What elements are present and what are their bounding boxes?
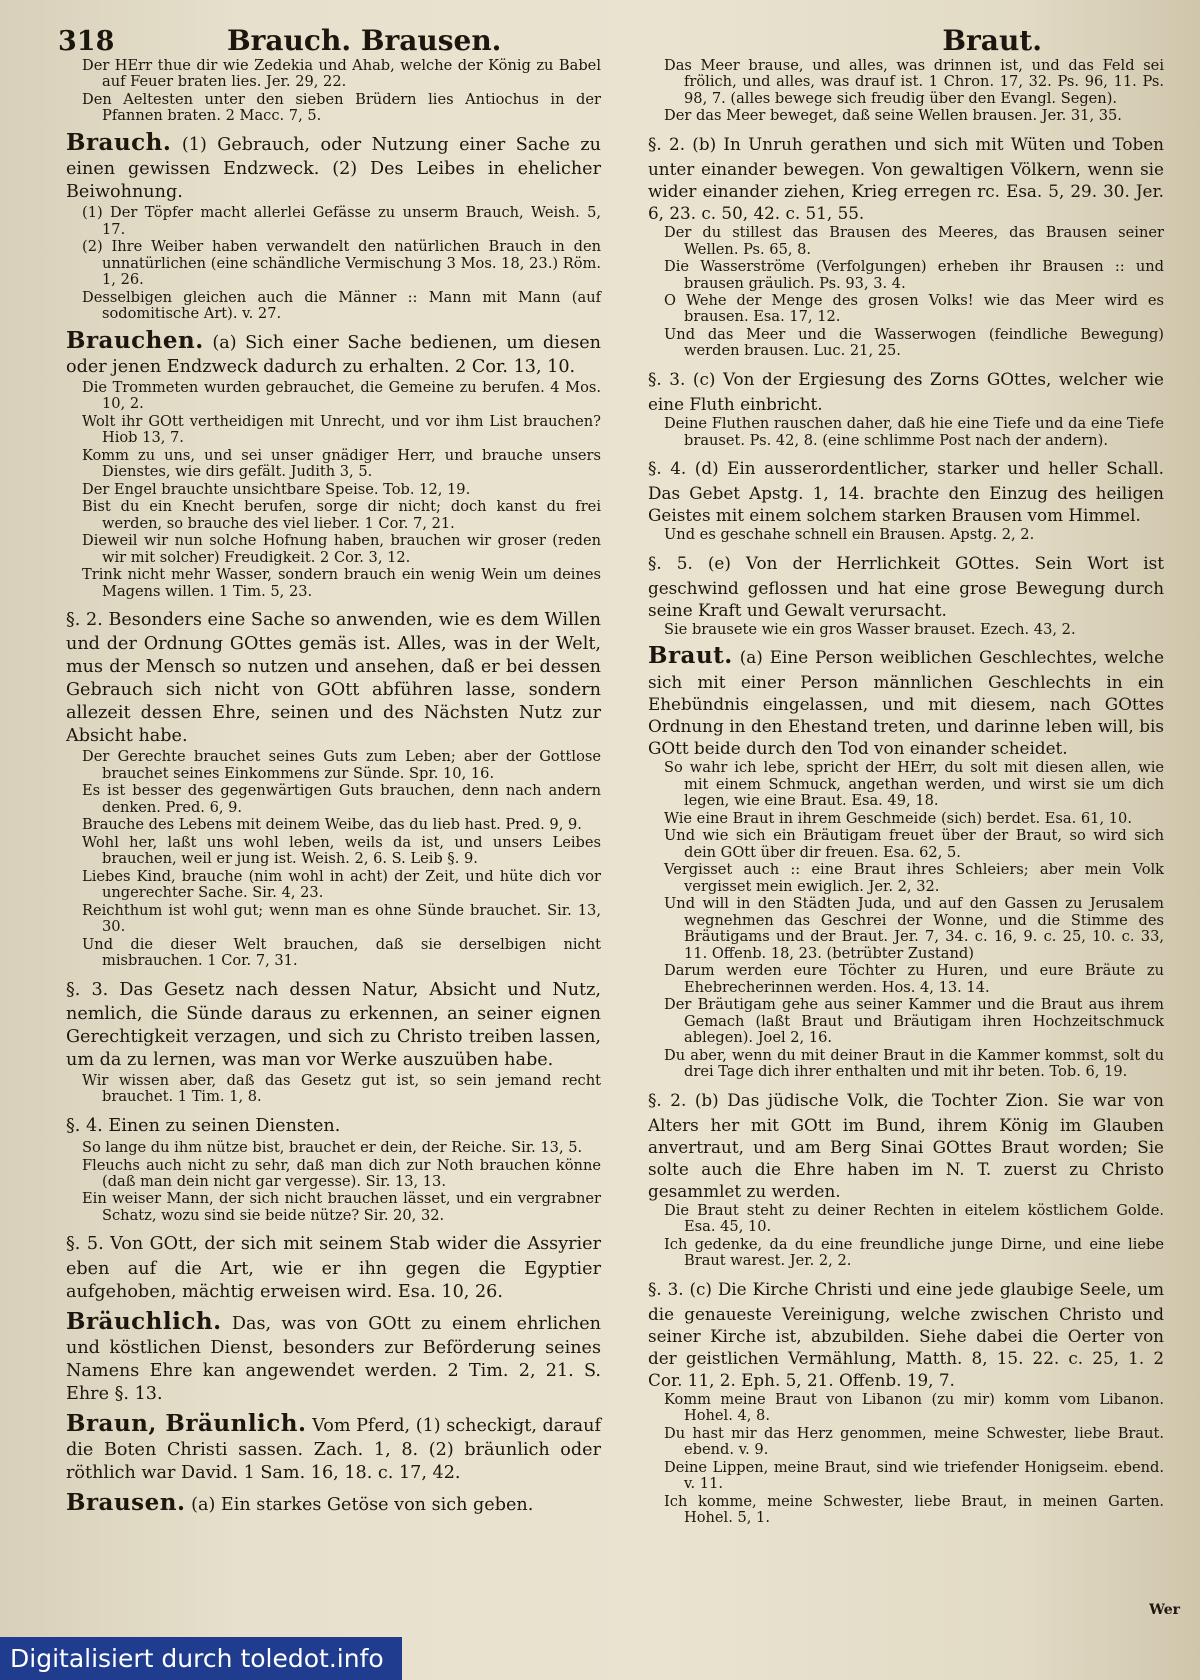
bible-citation: Wir wissen aber, daß das Gesetz gut ist, so sein jemand recht brauchet. 1 Tim. 1, 8. bbox=[82, 1071, 601, 1106]
bible-citation: So wahr ich lebe, spricht der HErr, du solt mit diesen allen, wie mit einem Schmuck, angethan werden, und wirst sie um dich legen, wie eine Braut. Esa. 49, 18. bbox=[664, 759, 1164, 810]
bible-citation: Bist du ein Knecht berufen, sorge dir nicht; doch kanst du frei werden, so brauche des viel lieber. 1 Cor. 7, 21. bbox=[82, 498, 601, 532]
bible-citation: Ich komme, meine Schwester, liebe Braut, in meinen Garten. Hohel. 5, 1. bbox=[664, 1492, 1164, 1527]
digitization-banner[interactable] bbox=[0, 1637, 402, 1680]
bible-citation: Wie eine Braut in ihrem Geschmeide (sich) berdet. Esa. 61, 10. bbox=[664, 809, 1132, 827]
bible-citation: Den Aeltesten unter den sieben Brüdern lies Antiochus in der Pfannen braten. 2 Macc. 7, 5. bbox=[82, 90, 601, 125]
entry-paragraph bbox=[66, 1307, 601, 1406]
bible-citation: Desselbigen gleichen auch die Männer :: Mann mit Mann (auf sodomitische Art). v. 27. bbox=[82, 288, 601, 323]
bible-citation: Wolt ihr GOtt vertheidigen mit Unrecht, und vor ihm List brauchen? Hiob 13, 7. bbox=[82, 412, 601, 447]
bible-citation: Dieweil wir nun solche Hofnung haben, brauchen wir groser (reden wir mit solcher) Freudigkeit. 2 Cor. 3, 12. bbox=[82, 532, 601, 566]
entry-text: §. 4. Einen zu seinen Diensten. bbox=[66, 1115, 341, 1136]
entry-text: §. 2. (b) Das jüdische Volk, die Tochter Zion. Sie war von Alters her mit GOtt im Bund, ihrem König im Glauben anvertraut, und am Berg Sinai GOttes Braut worden; Sie solte auch die Ehre haben im N. T. zuerst zu Christo gesammlet zu werden. bbox=[648, 1089, 1164, 1201]
bible-citation: Fleuchs auch nicht zu sehr, daß man dich zur Noth brauchen könne (daß man dein nicht gar vergesse). Sir. 13, 13. bbox=[82, 1156, 601, 1190]
bible-citation: Brauche des Lebens mit deinem Weibe, das du lieb hast. Pred. 9, 9. bbox=[82, 816, 582, 834]
bible-citation: Der Bräutigam gehe aus seiner Kammer und die Braut aus ihrem Gemach (laßt Braut und Bräutigam ihren Hochzeitschmuck ablegen). Joel 2, 16. bbox=[664, 996, 1164, 1047]
banner-label: Digitalisiert durch bbox=[10, 1644, 233, 1673]
bible-citation: (1) Der Töpfer macht allerlei Gefässe zu unserm Brauch, Weish. 5, 17. bbox=[82, 204, 601, 238]
running-head-right: Braut. bbox=[942, 24, 1042, 57]
bible-citation: Ich gedenke, da du eine freundliche junge Dirne, und eine liebe Braut warest. Jer. 2, 2. bbox=[664, 1235, 1164, 1270]
right-column bbox=[648, 58, 1164, 1528]
bible-citation: Vergisset auch :: eine Braut ihres Schleiers; aber mein Volk vergisset mein ewiglich. Jer. 2, 32. bbox=[664, 861, 1164, 895]
bible-citation: Deine Lippen, meine Braut, sind wie triefender Honigseim. ebend. v. 11. bbox=[664, 1458, 1164, 1493]
bible-citation: Es ist besser des gegenwärtigen Guts brauchen, denn nach andern denken. Pred. 6, 9. bbox=[82, 782, 601, 816]
entry-paragraph bbox=[66, 1488, 601, 1518]
headword: Brausen. bbox=[66, 1489, 186, 1517]
headword: Brauchen. bbox=[66, 326, 204, 354]
page-header bbox=[52, 22, 1160, 62]
bible-citation: Und es geschahe schnell ein Brausen. Apstg. 2, 2. bbox=[664, 526, 1035, 544]
entry-text: §. 2. (b) In Unruh gerathen und sich mit Wüten und Toben unter einander bewegen. Von gewaltigen Völkern, wenn sie wider einander ziehen, Krieg erregen rc. Esa. 5, 29. 30. Jer. 6, 23. c. 50, 42. c. 51, 55. bbox=[648, 133, 1164, 224]
entry-text: §. 3. (c) Von der Ergiesung des Zorns GOttes, welcher wie eine Fluth einbricht. bbox=[648, 368, 1164, 415]
bible-citation: Die Braut steht zu deiner Rechten in eitelem köstlichem Golde. Esa. 45, 10. bbox=[664, 1201, 1164, 1236]
entry-text: §. 4. (d) Ein ausserordentlicher, starker und heller Schall. Das Gebet Apstg. 1, 14. brachte den Einzug des heiligen Geistes mit einem solchem starken Brausen vom Himmel. bbox=[648, 458, 1164, 526]
entry-text: §. 5. (e) Von der Herrlichkeit GOttes. Sein Wort ist geschwind geflossen und hat eine grose Bewegung durch seine Kraft und Gewalt verursacht. bbox=[648, 552, 1164, 620]
running-head-left: Brauch. Brausen. bbox=[227, 24, 502, 57]
bible-citation: Und das Meer und die Wasserwogen (feindliche Bewegung) werden brausen. Luc. 21, 25. bbox=[664, 325, 1164, 360]
entry-paragraph bbox=[648, 128, 1164, 224]
bible-citation: Ein weiser Mann, der sich nicht brauchen lässet, und ein vergrabner Schatz, wozu sind sie beide nütze? Sir. 20, 32. bbox=[82, 1190, 601, 1224]
entry-paragraph bbox=[66, 973, 601, 1072]
bible-citation: Der Engel brauchte unsichtbare Speise. Tob. 12, 19. bbox=[82, 480, 471, 498]
bible-citation: Der Gerechte brauchet seines Guts zum Leben; aber der Gottlose brauchet seines Einkommens zur Sünde. Spr. 10, 16. bbox=[82, 748, 601, 782]
bible-citation: So lange du ihm nütze bist, brauchet er dein, der Reiche. Sir. 13, 5. bbox=[82, 1139, 583, 1157]
bible-citation: Komm zu uns, und sei unser gnädiger Herr, und brauche unsers Dienstes, wie dirs gefält. Judith 3, 5. bbox=[82, 446, 601, 481]
bible-citation: Der das Meer beweget, daß seine Wellen brausen. Jer. 31, 35. bbox=[664, 107, 1122, 125]
page-number: 318 bbox=[58, 26, 115, 57]
bible-citation: Reichthum ist wohl gut; wenn man es ohne Sünde brauchet. Sir. 13, 30. bbox=[82, 901, 601, 936]
entry-paragraph bbox=[66, 1109, 601, 1139]
entry-text: Das, was von GOtt zu einem ehrlichen und köstlichen Dienst, besonders zur Beförderung seines Namens Ehre kan angewendet werden. 2 Tim. 2, 21. S. Ehre §. 13. bbox=[66, 1313, 601, 1404]
bible-citation: Deine Fluthen rauschen daher, daß hie eine Tiefe und da eine Tiefe brauset. Ps. 42, 8. (eine schlimme Post nach der andern). bbox=[664, 415, 1164, 449]
bible-citation: Der du stillest das Brausen des Meeres, das Brausen seiner Wellen. Ps. 65, 8. bbox=[664, 224, 1164, 258]
entry-paragraph bbox=[66, 1227, 601, 1303]
entry-paragraph bbox=[66, 1409, 601, 1485]
entry-paragraph bbox=[66, 128, 601, 204]
bible-citation: Du aber, wenn du mit deiner Braut in die Kammer kommst, solt du drei Tage dich ihrer enthalten und mit ihr beten. Tob. 6, 19. bbox=[664, 1046, 1164, 1081]
left-column bbox=[66, 58, 601, 1519]
entry-paragraph bbox=[66, 326, 601, 379]
entry-paragraph bbox=[648, 547, 1164, 621]
bible-citation: Das Meer brause, und alles, was drinnen ist, und das Feld sei frölich, und alles, was drauf ist. 1 Chron. 17, 32. Ps. 96, 11. Ps. 98, 7. (alles bewege sich freudig über den Evangl. Segen). bbox=[664, 57, 1164, 107]
bible-citation: Du hast mir das Herz genommen, meine Schwester, liebe Braut. ebend. v. 9. bbox=[664, 1424, 1164, 1459]
bible-citation: Trink nicht mehr Wasser, sondern brauch ein wenig Wein um deines Magens willen. 1 Tim. 5, 23. bbox=[82, 566, 601, 600]
entry-text: (a) Eine Person weiblichen Geschlechtes, welche sich mit einer Person männlichen Geschlechts in ein Ehebündnis eingelassen, und mit diesem, nach GOttes Ordnung in den Ehestand treten, und darinne leben will, bis GOtt beide durch den Tod von einander scheidet. bbox=[648, 647, 1164, 759]
headword: Brauch. bbox=[66, 128, 172, 156]
entry-text: (a) Sich einer Sache bedienen, um diesen oder jenen Endzweck dadurch zu erhalten. 2 Cor. 13, 10. bbox=[66, 332, 601, 377]
entry-paragraph bbox=[648, 1273, 1164, 1391]
bible-citation: Komm meine Braut von Libanon (zu mir) komm vom Libanon. Hohel. 4, 8. bbox=[664, 1390, 1164, 1425]
bible-citation: Und wie sich ein Bräutigam freuet über der Braut, so wird sich dein GOtt über dir freuen. Esa. 62, 5. bbox=[664, 827, 1164, 861]
entry-text: §. 2. Besonders eine Sache so anwenden, wie es dem Willen und der Ordnung GOttes gemäs ist. Alles, was in der Welt, mus der Mensch so nutzen und ansehen, daß er bei dessen Gebrauch sich nicht von GOtt abführen lasse, sondern allezeit dessen Ehre, seinen und des Nächsten Nutz zur Absicht habe. bbox=[66, 610, 601, 747]
entry-text: (1) Gebrauch, oder Nutzung einer Sache zu einen gewissen Endzweck. (2) Des Leibes in ehelicher Beiwohnung. bbox=[66, 134, 601, 203]
banner-link[interactable]: toledot.info bbox=[240, 1644, 384, 1673]
entry-text: §. 3. Das Gesetz nach dessen Natur, Absicht und Nutz, nemlich, die Sünde daraus zu erkennen, an seiner eignen Gerechtigkeit verzagen, und sich zu Christo treiben lassen, um da zu lernen, was man vor Werke auszuüben habe. bbox=[66, 979, 601, 1070]
headword: Bräuchlich. bbox=[66, 1307, 222, 1335]
bible-citation: (2) Ihre Weiber haben verwandelt den natürlichen Brauch in den unnatürlichen (eine schändliche Vermischung 3 Mos. 18, 23.) Röm. 1, 26. bbox=[82, 238, 601, 289]
bible-citation: Und will in den Städten Juda, und auf den Gassen zu Jerusalem wegnehmen das Geschrei der Wonne, und die Stimme des Bräutigams und der Braut. Jer. 7, 34. c. 16, 9. c. 25, 10. c. 33, 11. Offenb. 18, 23. (betrübter Zustand) bbox=[664, 895, 1164, 962]
entry-paragraph bbox=[648, 641, 1164, 759]
bible-citation: Darum werden eure Töchter zu Huren, und eure Bräute zu Ehebrecherinnen werden. Hos. 4, 13. 14. bbox=[664, 962, 1164, 996]
entry-text: Vom Pferd, (1) scheckigt, darauf die Boten Christi sassen. Zach. 1, 8. (2) bräunlich oder röthlich war David. 1 Sam. 16, 18. c. 17, 42. bbox=[66, 1415, 602, 1484]
entry-paragraph bbox=[648, 1084, 1164, 1202]
entry-text: §. 5. Von GOtt, der sich mit seinem Stab wider die Assyrier eben auf die Art, wie er ihn gegen die Egyptier aufgehoben, mächtig erweisen wird. Esa. 10, 26. bbox=[66, 1234, 601, 1302]
headword: Braut. bbox=[648, 642, 733, 670]
bible-citation: O Wehe der Menge des grosen Volks! wie das Meer wird es brausen. Esa. 17, 12. bbox=[664, 292, 1164, 326]
bible-citation: Sie brausete wie ein gros Wasser brauset. Ezech. 43, 2. bbox=[664, 620, 1076, 638]
entry-text: (a) Ein starkes Getöse von sich geben. bbox=[185, 1495, 534, 1516]
bible-citation: Der HErr thue dir wie Zedekia und Ahab, welche der König zu Babel auf Feuer braten lies. Jer. 29, 22. bbox=[82, 57, 601, 91]
entry-paragraph bbox=[648, 363, 1164, 415]
bible-citation: Liebes Kind, brauche (nim wohl in acht) der Zeit, und hüte dich vor ungerechter Sache. Sir. 4, 23. bbox=[82, 867, 601, 902]
entry-text: §. 3. (c) Die Kirche Christi und eine jede glaubige Seele, um die genaueste Vereinigung, welche zwischen Christo und seiner Kirche ist, abzubilden. Siehe dabei die Oerter von der geistlichen Vermählung, Matth. 8, 15. 22. c. 25, 1. 2 Cor. 11, 2. Eph. 5, 21. Offenb. 19, 7. bbox=[648, 1278, 1164, 1390]
bible-citation: Wohl her, laßt uns wohl leben, weils da ist, und unsers Leibes brauchen, weil er jung ist. Weish. 2, 6. S. Leib §. 9. bbox=[82, 833, 601, 868]
entry-paragraph bbox=[66, 603, 601, 748]
entry-paragraph bbox=[648, 452, 1164, 526]
headword: Braun, Bräunlich. bbox=[66, 1409, 307, 1437]
catchword: Wer bbox=[1149, 1602, 1180, 1618]
bible-citation: Die Wasserströme (Verfolgungen) erheben ihr Brausen :: und brausen gräulich. Ps. 93, 3. 4. bbox=[664, 258, 1164, 292]
bible-citation: Die Trommeten wurden gebrauchet, die Gemeine zu berufen. 4 Mos. 10, 2. bbox=[82, 378, 601, 413]
bible-citation: Und die dieser Welt brauchen, daß sie derselbigen nicht misbrauchen. 1 Cor. 7, 31. bbox=[82, 935, 601, 970]
